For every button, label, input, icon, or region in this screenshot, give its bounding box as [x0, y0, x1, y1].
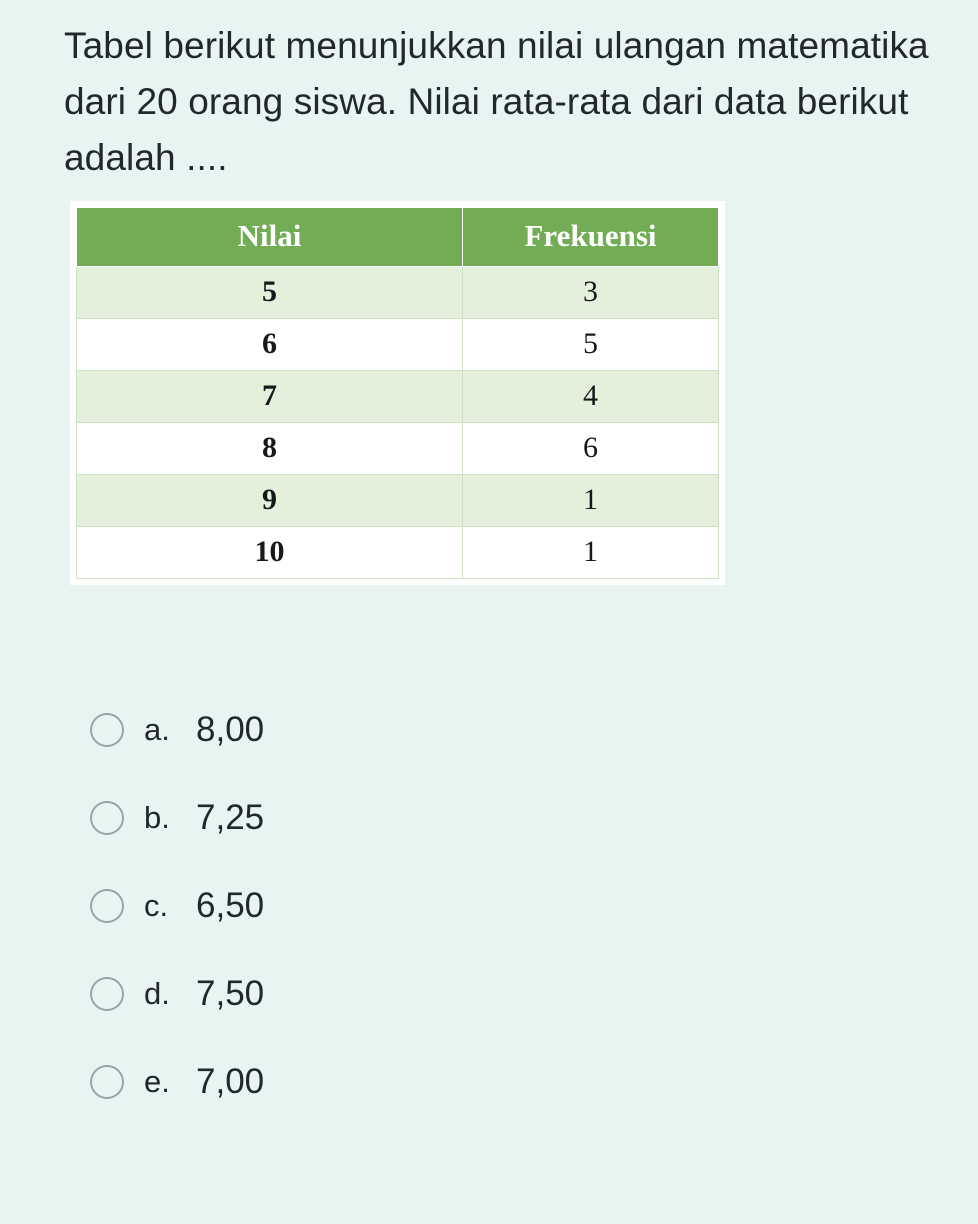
- answer-options: [64, 686, 948, 1126]
- option-e[interactable]: [90, 1038, 948, 1126]
- frequency-table-container: [70, 201, 725, 585]
- cell-frekuensi: 4: [463, 370, 719, 422]
- option-value: 7,25: [196, 797, 265, 837]
- table-row: [77, 422, 719, 474]
- cell-nilai: 8: [77, 422, 463, 474]
- option-d[interactable]: [90, 950, 948, 1038]
- table-row: [77, 266, 719, 318]
- cell-nilai: 6: [77, 318, 463, 370]
- cell-nilai: 7: [77, 370, 463, 422]
- cell-frekuensi: 1: [463, 526, 719, 578]
- table-header-nilai: Nilai: [77, 207, 463, 266]
- radio-button-icon[interactable]: [90, 977, 124, 1011]
- option-value: 7,50: [196, 973, 265, 1013]
- option-a[interactable]: [90, 686, 948, 774]
- question-text: Tabel berikut menunjukkan nilai ulangan matematika dari 20 orang siswa. Nilai rata-rata dari data berikut adalah ....: [64, 25, 929, 179]
- option-letter: c.: [144, 887, 169, 923]
- cell-frekuensi: 5: [463, 318, 719, 370]
- radio-button-icon[interactable]: [90, 889, 124, 923]
- cell-frekuensi: 6: [463, 422, 719, 474]
- table-header: [77, 207, 719, 266]
- cell-frekuensi: 1: [463, 474, 719, 526]
- radio-button-icon[interactable]: [90, 801, 124, 835]
- table-body: [77, 266, 719, 578]
- table-header-row: [77, 207, 719, 266]
- radio-button-icon[interactable]: [90, 1065, 124, 1099]
- cell-nilai: 5: [77, 266, 463, 318]
- cell-nilai: 10: [77, 526, 463, 578]
- option-letter: b.: [144, 799, 170, 835]
- table-row: [77, 318, 719, 370]
- table-row: [77, 474, 719, 526]
- table-header-frekuensi: Frekuensi: [463, 207, 719, 266]
- radio-button-icon[interactable]: [90, 713, 124, 747]
- option-letter: e.: [144, 1063, 170, 1099]
- cell-nilai: 9: [77, 474, 463, 526]
- option-letter: a.: [144, 711, 170, 747]
- table-row: [77, 526, 719, 578]
- table-row: [77, 370, 719, 422]
- frequency-table: [76, 207, 719, 579]
- option-c[interactable]: [90, 862, 948, 950]
- cell-frekuensi: 3: [463, 266, 719, 318]
- option-b[interactable]: [90, 774, 948, 862]
- option-value: 8,00: [196, 709, 265, 749]
- option-value: 6,50: [196, 885, 265, 925]
- option-letter: d.: [144, 975, 170, 1011]
- option-value: 7,00: [196, 1061, 265, 1101]
